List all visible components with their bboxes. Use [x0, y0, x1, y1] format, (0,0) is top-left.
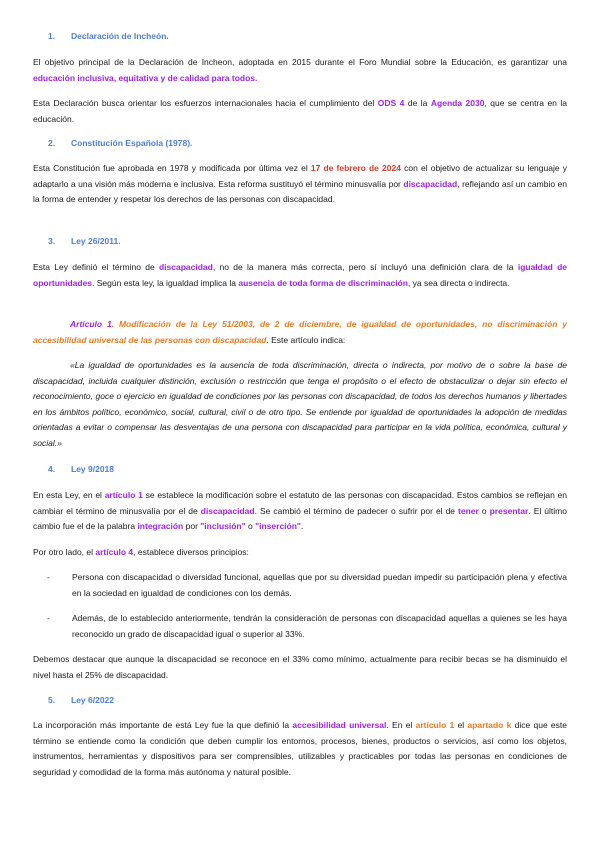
text: . El último cambio fue el de la palabra	[33, 505, 567, 531]
articulo-title: . Modificación de la Ley 51/2003, de 2 de diciembre, de igualdad de oportunidades, no discriminación y accesibilidad universal de las personas con discapacidad	[33, 319, 567, 345]
text: dice que este término se entiende como la condición que deben cumplir los entornos, procesos, bienes, productos o servicios, así como los objetos, instrumentos, herramientas y dispositivos para ser comprensibles, utilizables y practicables por todas las personas en condiciones de seguridad y comodidad de la forma más autónoma y natural posible.	[33, 720, 568, 777]
heading-ley-26-2011	[48, 235, 121, 247]
highlight-ausencia-discriminacion: ausencia de toda forma de discriminación	[238, 277, 408, 288]
text: con el objetivo de actualizar su lenguaje y adaptarlo a una visión más moderna e inclusiva. Esta reforma sustituyó el término minusvalía por	[33, 163, 567, 189]
heading-number: 5.	[48, 695, 56, 705]
heading-number: 1.	[48, 31, 56, 41]
text: , establece diversos principios:	[133, 547, 249, 557]
paragraph-ley-9-2018	[33, 488, 567, 535]
heading-title: Ley 26/2011.	[71, 236, 121, 246]
paragraph-ley-26-2011	[33, 260, 567, 291]
highlight-ods4: ODS 4	[377, 98, 405, 108]
highlight-discapacidad: discapacidad	[403, 178, 458, 189]
text: .	[300, 521, 304, 531]
paragraph-articulo-4	[33, 545, 567, 561]
list-item-text: Además, de lo establecido anteriormente, tendrán la consideración de personas con discapacidad aquellas a quienes se les haya reconocido un grado de discapacidad igual o superior al 33%.	[72, 613, 567, 639]
heading-ley-6-2022	[48, 694, 114, 706]
bullet-dash: -	[47, 572, 50, 582]
highlight-inclusion: "inclusión"	[200, 521, 246, 531]
text: de la	[404, 98, 431, 108]
paragraph-becas: Debemos destacar que aunque la discapacidad se reconoce en el 33% como mínimo, actualmente para recibir becas se ha disminuido el nivel hasta el 25% de discapacidad.	[33, 654, 567, 680]
paragraph-articulo-1-reference	[33, 317, 567, 348]
paragraph-ley-6-2022	[33, 718, 567, 780]
text: , reflejando así un cambio en la forma de entender y respetar los derechos de las personas con discapacidad.	[33, 178, 568, 204]
articulo-label: Artículo 1	[70, 319, 112, 329]
highlight-agenda-2030: Agenda 2030	[430, 98, 485, 108]
heading-title: Constitución Española (1978).	[71, 138, 193, 148]
heading-ley-9-2018	[48, 463, 114, 475]
text: . Este artículo indica:	[266, 334, 346, 345]
highlight-insercion: "inserción"	[255, 521, 301, 531]
text: Esta Constitución fue aprobada en 1978 y modificada por última vez el	[33, 163, 311, 173]
highlight-igualdad-oportunidades: igualdad de oportunidades	[33, 262, 567, 288]
highlight-articulo-1: artículo 1	[104, 490, 143, 500]
highlight-presentar: presentar	[489, 505, 529, 516]
heading-declaracion-incheon	[48, 30, 169, 42]
highlight-apartado-k: apartado k	[467, 720, 512, 730]
text: La incorporación más importante de está Ley fue la que definió la	[33, 720, 293, 730]
highlight-educacion-inclusiva: educación inclusiva, equitativa y de calidad para todos.	[33, 72, 258, 83]
list-item	[33, 611, 567, 642]
highlight-discapacidad: discapacidad	[200, 505, 255, 516]
list-item	[33, 570, 567, 601]
text: , no de la manera más correcta, pero sí incluyó una definición clara de la	[212, 262, 518, 272]
text: , ya sea directa o indirecta.	[407, 277, 510, 288]
heading-constitucion	[48, 137, 192, 149]
heading-title: Ley 9/2018	[71, 464, 115, 474]
heading-title: Declaración de Incheón.	[71, 31, 169, 41]
quote-igualdad-oportunidades: «La igualdad de oportunidades es la ausencia de toda discriminación, directa o indirecta, por motivo de o sobre la base de discapacidad, incluida cualquier distinción, exclusión o restricción que tenga el propósito o el efecto de obstaculizar o dejar sin efecto el reconocimiento, goce o ejercicio en igualdad de condiciones por las personas con discapacidad, de todos los derechos humanos y libertades en los ámbitos político, económico, social, cultural, civil o de otro tipo. Se entiende por igualdad de oportunidades la adopción de medidas orientadas a evitar o compensar las desventajas de una persona con discapacidad para participar en la vida política, económica, cultural y social.»	[33, 360, 567, 448]
text: por	[183, 521, 201, 531]
text: . Según esta ley, la igualdad implica la	[92, 277, 239, 288]
highlight-articulo-4: artículo 4	[95, 547, 134, 557]
heading-number: 2.	[48, 138, 56, 148]
text: o	[478, 505, 490, 516]
highlight-fecha-reforma: 17 de febrero de 2024	[310, 163, 401, 173]
paragraph-incheon-objective	[33, 55, 567, 86]
paragraph-incheon-ods	[33, 96, 567, 127]
text: Esta Ley definió el término de	[33, 262, 159, 272]
heading-number: 4.	[48, 464, 56, 474]
highlight-tener: tener	[458, 505, 479, 516]
text: el	[454, 720, 468, 730]
text: se establece la modificación sobre el estatuto de las personas con discapacidad. Estos cambios se reflejan en cambiar el término de minusvalía por el de	[33, 490, 567, 516]
heading-number: 3.	[48, 236, 56, 246]
highlight-articulo-1: artículo 1	[415, 720, 455, 730]
text: . En el	[386, 720, 416, 730]
text: . Se cambió el término de padecer o sufrir por el de	[254, 505, 459, 516]
highlight-discapacidad: discapacidad	[158, 262, 213, 272]
text: El objetivo principal de la Declaración de Incheon, adoptada en 2015 durante el Foro Mundial sobre la Educación, es garantizar una	[33, 57, 567, 67]
highlight-accesibilidad-universal: accesibilidad universal	[292, 720, 387, 730]
bullet-dash: -	[47, 613, 50, 623]
text: En esta Ley, en el	[33, 490, 105, 500]
list-item-text: Persona con discapacidad o diversidad funcional, aquellas que por su diversidad puedan impedir su participación plena y efectiva en la sociedad en igualdad de condiciones con los demás.	[72, 572, 567, 598]
highlight-integracion: integración	[137, 521, 184, 531]
text: Por otro lado, el	[33, 547, 96, 557]
text: , que se centra en la educación.	[33, 98, 567, 124]
text: Esta Declaración busca orientar los esfuerzos internacionales hacia el cumplimiento del	[33, 98, 378, 108]
heading-title: Ley 6/2022	[71, 695, 115, 705]
text: o	[245, 521, 256, 531]
paragraph-constitucion	[33, 161, 567, 208]
